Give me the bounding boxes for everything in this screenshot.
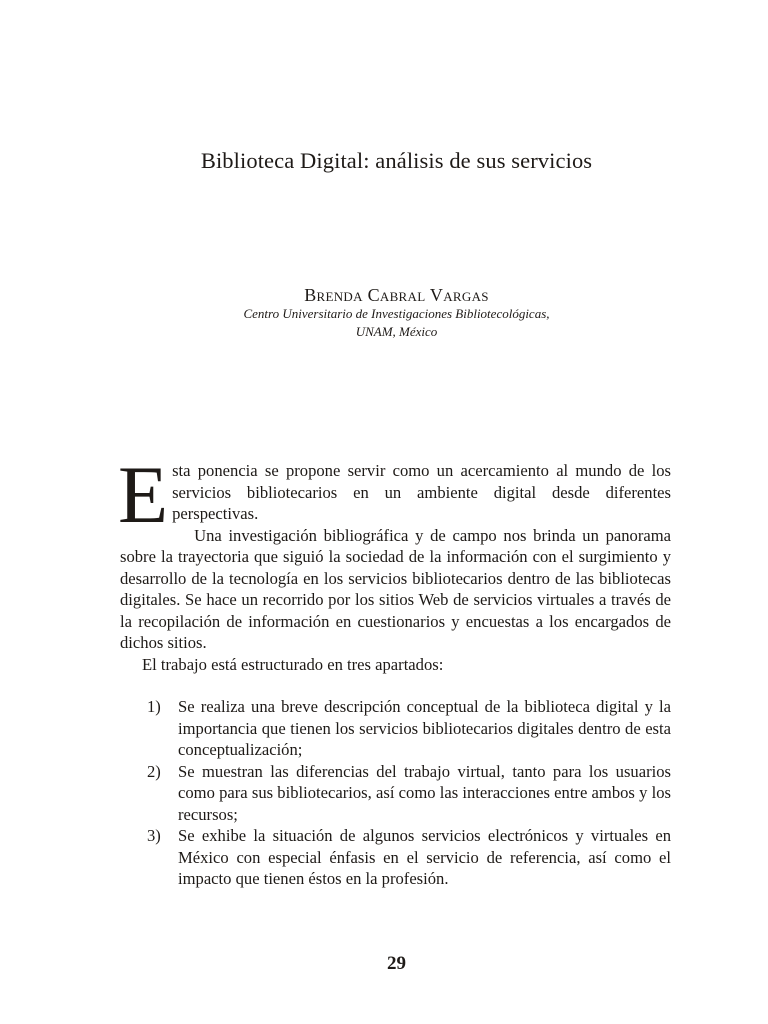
list-item-number: 2): [147, 761, 161, 781]
intro-paragraph: [118, 449, 671, 540]
list-item-text: Se muestran las diferencias del trabajo virtual, tanto para los usuarios como para sus bibliotecarios, así como las interacciones entre ambos y los recursos;: [178, 761, 671, 824]
intro-text: sta ponencia se propone servir como un acercamiento al mundo de los servicios bibliotecarios en un ambiente digital desde diferentes perspectivas.: [172, 461, 671, 523]
list-item-number: 3): [147, 826, 161, 845]
body-paragraph: Una investigación bibliográfica y de campo nos brinda un panorama sobre la trayectoria que siguió la sociedad de la información con el surgimiento y desarrollo de la tecnología en los servicios bibliotecarios dentro de las bibliotecas digitales. Se hace un recorrido por los sitios Web de servicios virtuales a través de la recopilación de información en cuestionarios y encuestas a los encargados de dichos sitios.: [120, 525, 671, 652]
list-item: [120, 696, 671, 761]
author-affiliation-line1: Centro Universitario de Investigaciones Bibliotecológicas,: [243, 306, 550, 321]
list-item-number: 1): [147, 697, 161, 716]
body-paragraph: El trabajo está estructurado en tres apartados:: [142, 654, 444, 674]
author-name: Brenda Cabral Vargas: [304, 285, 489, 305]
list-item-text: Se exhibe la situación de algunos servicios electrónicos y virtuales en México con especial énfasis en el servicio de referencia, así como el impacto que tienen éstos en la profesión.: [178, 826, 671, 888]
article-title: Biblioteca Digital: análisis de sus servicios: [200, 148, 593, 173]
article-body: [118, 449, 671, 890]
list-item-text: Se realiza una breve descripción conceptual de la biblioteca digital y la importancia que tienen los servicios bibliotecarios digitales dentro de esta conceptualización;: [178, 697, 671, 759]
list-item: [120, 761, 671, 826]
page-number: 29: [387, 953, 406, 974]
author-affiliation-line2: UNAM, México: [355, 324, 438, 339]
numbered-list: [120, 696, 671, 890]
drop-cap: E: [118, 449, 169, 540]
list-item: [120, 825, 671, 890]
